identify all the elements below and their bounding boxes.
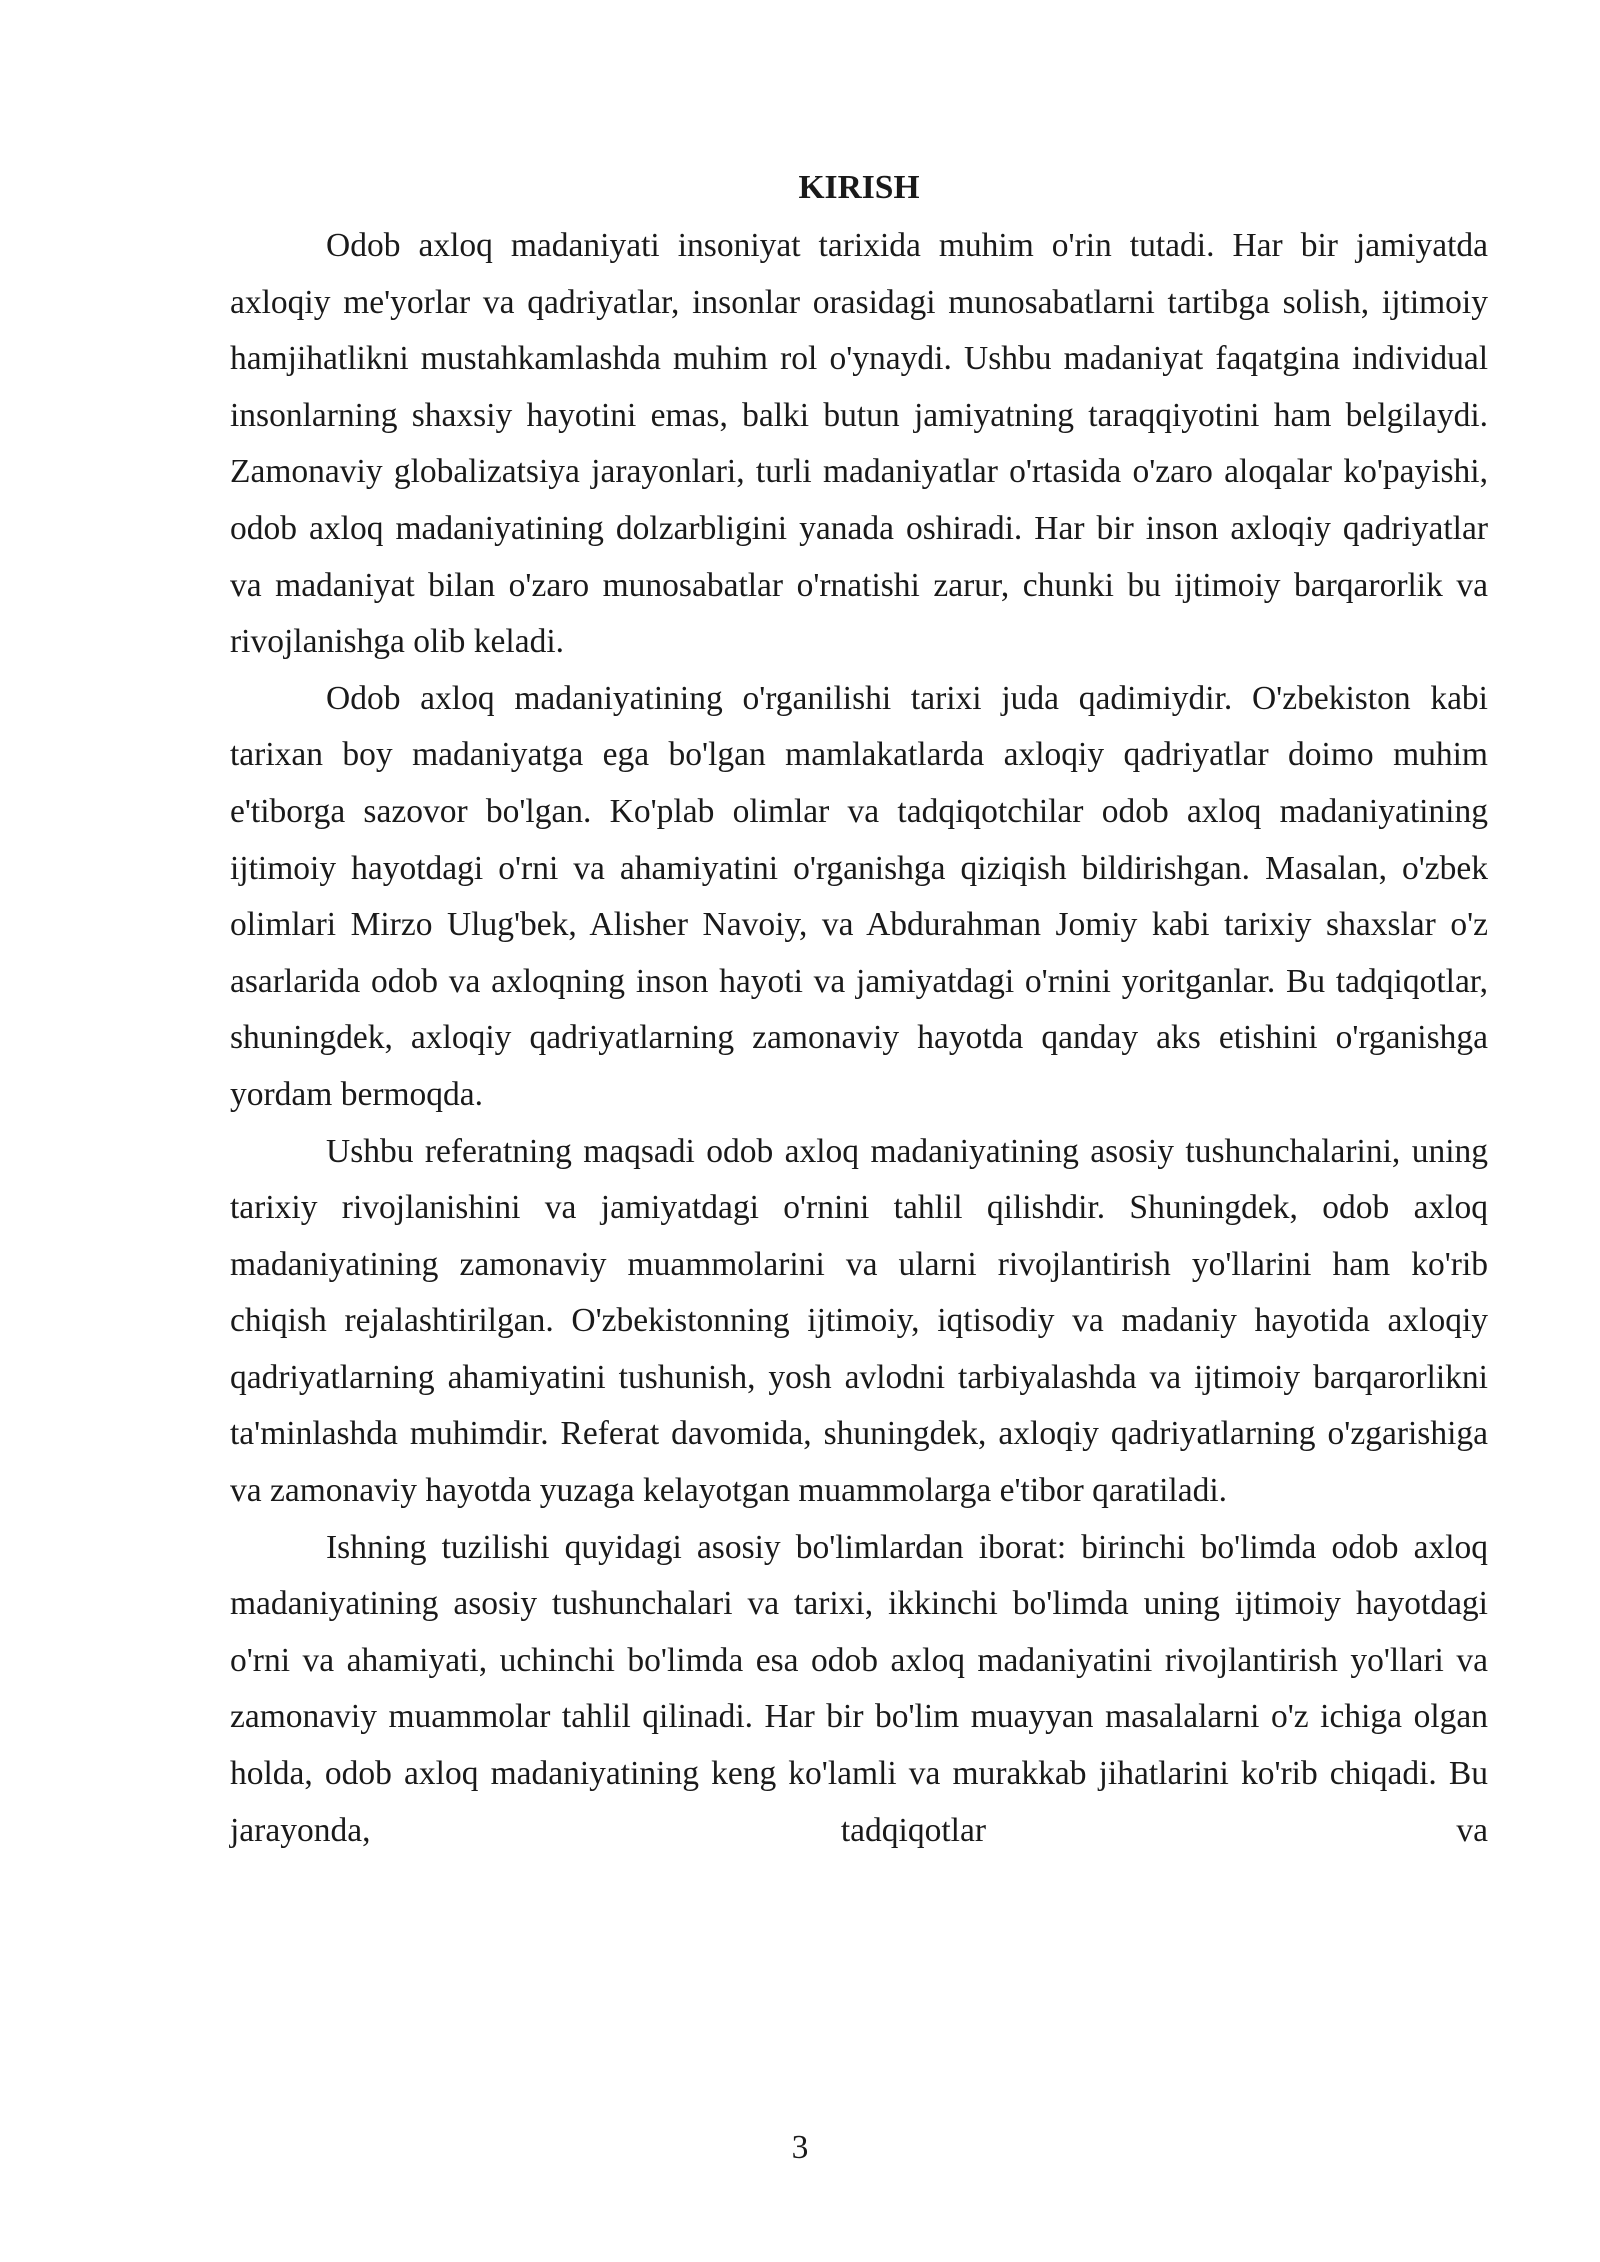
page-content [230, 160, 1488, 1859]
paragraph-2: Odob axloq madaniyatining o'rganilishi tarixi juda qadimiydir. O'zbekiston kabi tarixan boy madaniyatga ega bo'lgan mamlakatlarda axloqiy qadriyatlar doimo muhim e'tiborga sazovor bo'lgan. Ko'plab olimlar va tadqiqotchilar odob axloq madaniyatining ijtimoiy hayotdagi o'rni va ahamiyatini o'rganishga qiziqish bildirishgan. Masalan, o'zbek olimlari Mirzo Ulug'bek, Alisher Navoiy, va Abdurahman Jomiy kabi tarixiy shaxslar o'z asarlarida odob va axloqning inson hayoti va jamiyatdagi o'rnini yoritganlar. Bu tadqiqotlar, shuningdek, axloqiy qadriyatlarning zamonaviy hayotda qanday aks etishini o'rganishga yordam bermoqda. [230, 679, 1488, 1113]
page-number: 3 [791, 2129, 809, 2166]
paragraph-4: Ishning tuzilishi quyidagi asosiy bo'limlardan iborat: birinchi bo'limda odob axloq madaniyatining asosiy tushunchalari va tarixi, ikkinchi bo'limda uning ijtimoiy hayotdagi o'rni va ahamiyati, uchinchi bo'limda esa odob axloq madaniyatini rivojlantirish yo'llari va zamonaviy muammolar tahlil qilinadi. Har bir bo'lim muayyan masalalarni o'z ichiga olgan holda, odob axloq madaniyatining keng ko'lamli va murakkab jihatlarini ko'rib chiqadi. Bu jarayonda, tadqiqotlar va [230, 1528, 1488, 1849]
paragraph-3: Ushbu referatning maqsadi odob axloq madaniyatining asosiy tushunchalarini, uning tarixiy rivojlanishini va jamiyatdagi o'rnini tahlil qilishdir. Shuningdek, odob axloq madaniyatining zamonaviy muammolarini va ularni rivojlantirish yo'llarini ham ko'rib chiqish rejalashtirilgan. O'zbekistonning ijtimoiy, iqtisodiy va madaniy hayotida axloqiy qadriyatlarning ahamiyatini tushunish, yosh avlodni tarbiyalashda va ijtimoiy barqarorlikni ta'minlashda muhimdir. Referat davomida, shuningdek, axloqiy qadriyatlarning o'zgarishiga va zamonaviy hayotda yuzaga kelayotgan muammolarga e'tibor qaratiladi. [230, 1132, 1488, 1510]
section-title: KIRISH [798, 169, 920, 206]
paragraph-1: Odob axloq madaniyati insoniyat tarixida muhim o'rin tutadi. Har bir jamiyatda axloqiy me'yorlar va qadriyatlar, insonlar orasidagi munosabatlarni tartibga solish, ijtimoiy hamjihatlikni mustahkamlashda muhim rol o'ynaydi. Ushbu madaniyat faqatgina individual insonlarning shaxsiy hayotini emas, balki butun jamiyatning taraqqiyotini ham belgilaydi. Zamonaviy globalizatsiya jarayonlari, turli madaniyatlar o'rtasida o'zaro aloqalar ko'payishi, odob axloq madaniyatining dolzarbligini yanada oshiradi. Har bir inson axloqiy qadriyatlar va madaniyat bilan o'zaro munosabatlar o'rnatishi zarur, chunki bu ijtimoiy barqarorlik va rivojlanishga olib keladi. [230, 227, 1488, 661]
